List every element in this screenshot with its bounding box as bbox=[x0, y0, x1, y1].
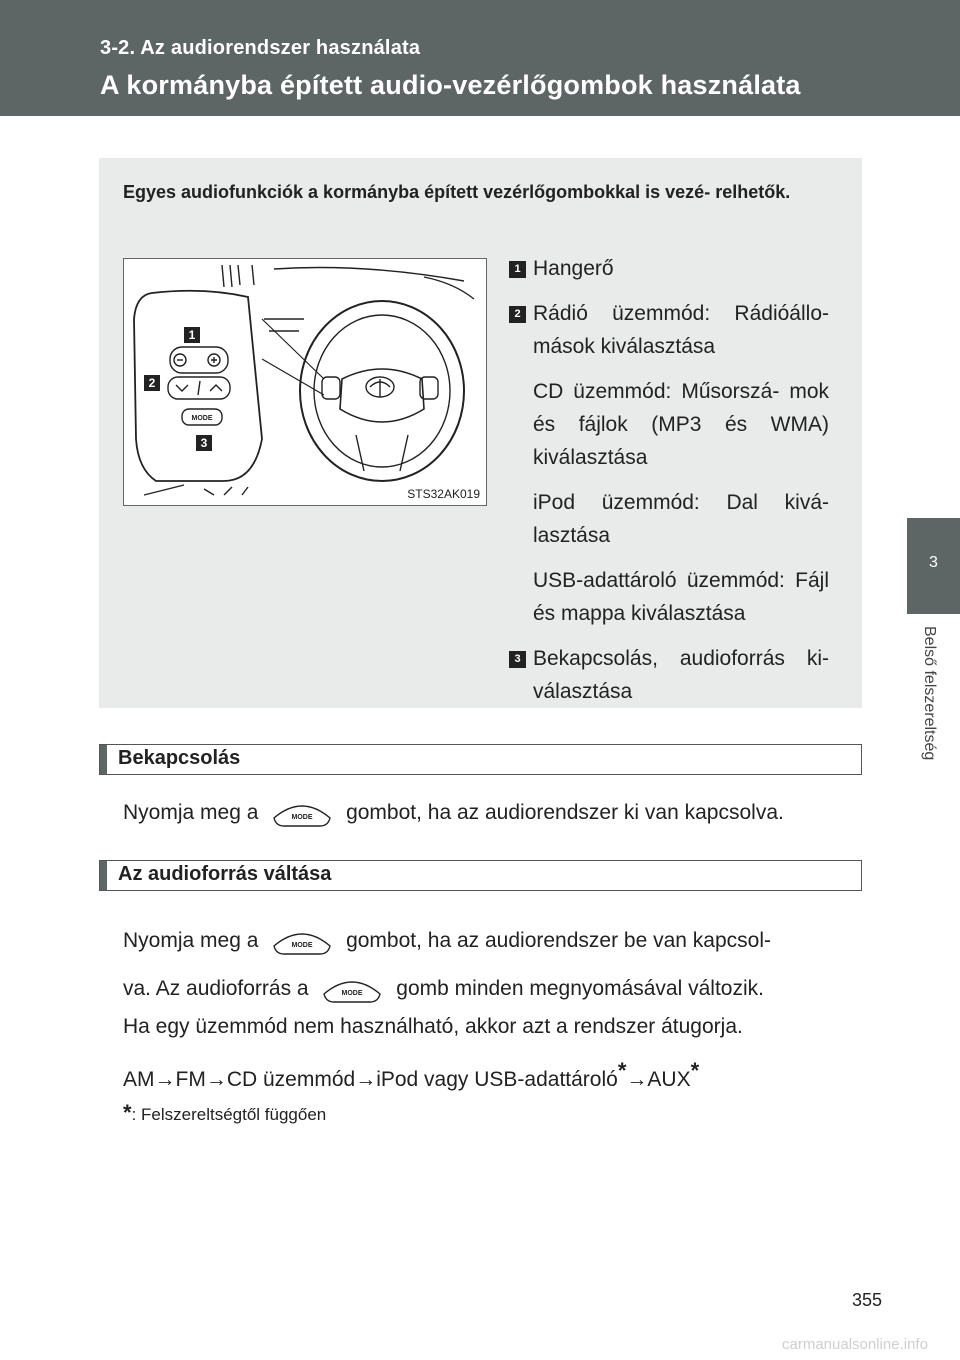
steering-wheel-figure bbox=[123, 258, 487, 506]
section-heading-source bbox=[99, 860, 862, 891]
asterisk: * bbox=[617, 1058, 627, 1083]
callout-1 bbox=[509, 252, 829, 285]
footnote-text: : Felszereltségtől függően bbox=[131, 1105, 327, 1124]
steering-wheel-illustration bbox=[124, 259, 486, 505]
page-number: 355 bbox=[852, 1290, 883, 1310]
paragraph-text: Nyomja meg a bbox=[123, 929, 259, 952]
intro-box bbox=[99, 158, 862, 708]
mode-button-icon bbox=[320, 974, 384, 1004]
paragraph-text: gombot, ha az audiorendszer ki van kapcsolva. bbox=[346, 801, 784, 824]
footnote-mark: * bbox=[123, 1100, 132, 1125]
paragraph-text: gombot, ha az audiorendszer be van kapcsol- bbox=[346, 929, 771, 952]
figure-marker-3: 3 bbox=[200, 436, 208, 450]
chapter-tab bbox=[907, 518, 960, 614]
source-paragraph-1 bbox=[123, 918, 858, 964]
callout-text: iPod üzemmód: Dal kivá- lasztása bbox=[533, 491, 829, 547]
section-heading-text: Bekapcsolás bbox=[118, 747, 241, 769]
callout-2 bbox=[509, 297, 829, 630]
callout-text: USB-adattároló üzemmód: Fájl és mappa kiválasztása bbox=[533, 569, 829, 625]
section-heading-power bbox=[99, 744, 862, 775]
section-label: 3-2. Az audiorendszer használata bbox=[100, 37, 421, 59]
callout-text: CD üzemmód: Műsorszá- mok és fájlok (MP3 és WMA) kiválasztása bbox=[533, 380, 829, 469]
callout-number: 3 bbox=[509, 651, 526, 668]
callout-text: Hangerő bbox=[533, 257, 614, 280]
chapter-number: 3 bbox=[929, 554, 938, 571]
footnote bbox=[123, 1100, 326, 1126]
mode-button-label: MODE bbox=[341, 990, 363, 998]
callout-3 bbox=[509, 642, 829, 708]
sequence-text: →AUX bbox=[626, 1068, 691, 1091]
callout-number: 2 bbox=[509, 306, 526, 323]
watermark: carmanualsonline.info bbox=[782, 1336, 928, 1353]
paragraph-text: gomb minden megnyomásával változik. bbox=[396, 977, 764, 1000]
asterisk: * bbox=[690, 1058, 700, 1083]
chapter-label: Belső felszereltség bbox=[921, 626, 938, 761]
paragraph-text: va. Az audioforrás a bbox=[123, 977, 309, 1000]
sequence-text: AM→FM→CD üzemmód→iPod vagy USB-adattároló bbox=[123, 1068, 618, 1091]
page-title: A kormányba épített audio-vezérlőgombok használata bbox=[100, 70, 801, 100]
source-paragraph-3: Ha egy üzemmód nem használható, akkor azt a rendszer átugorja. bbox=[123, 1015, 743, 1038]
paragraph-text: Nyomja meg a bbox=[123, 801, 259, 824]
figure-marker-1: 1 bbox=[188, 328, 196, 342]
power-paragraph bbox=[123, 790, 858, 836]
callout-text: Rádió üzemmód: Rádióállo- mások kiválasztása bbox=[533, 302, 829, 358]
mode-button-label: MODE bbox=[291, 942, 313, 950]
section-heading-text: Az audioforrás váltása bbox=[118, 863, 332, 885]
mode-button-label: MODE bbox=[291, 814, 313, 822]
callout-list bbox=[509, 252, 829, 708]
mode-button-icon bbox=[270, 926, 334, 956]
source-sequence bbox=[123, 1048, 858, 1103]
mode-button-label: MODE bbox=[191, 415, 213, 422]
mode-button-icon bbox=[270, 798, 334, 828]
callout-number: 1 bbox=[509, 261, 526, 278]
header-bar bbox=[0, 0, 960, 116]
figure-marker-2: 2 bbox=[148, 376, 156, 390]
intro-text: Egyes audiofunkciók a kormányba épített vezérlőgombokkal is vezé- relhetők. bbox=[123, 182, 791, 202]
figure-code: STS32AK019 bbox=[407, 487, 480, 501]
callout-text: Bekapcsolás, audioforrás ki- választása bbox=[533, 647, 829, 703]
